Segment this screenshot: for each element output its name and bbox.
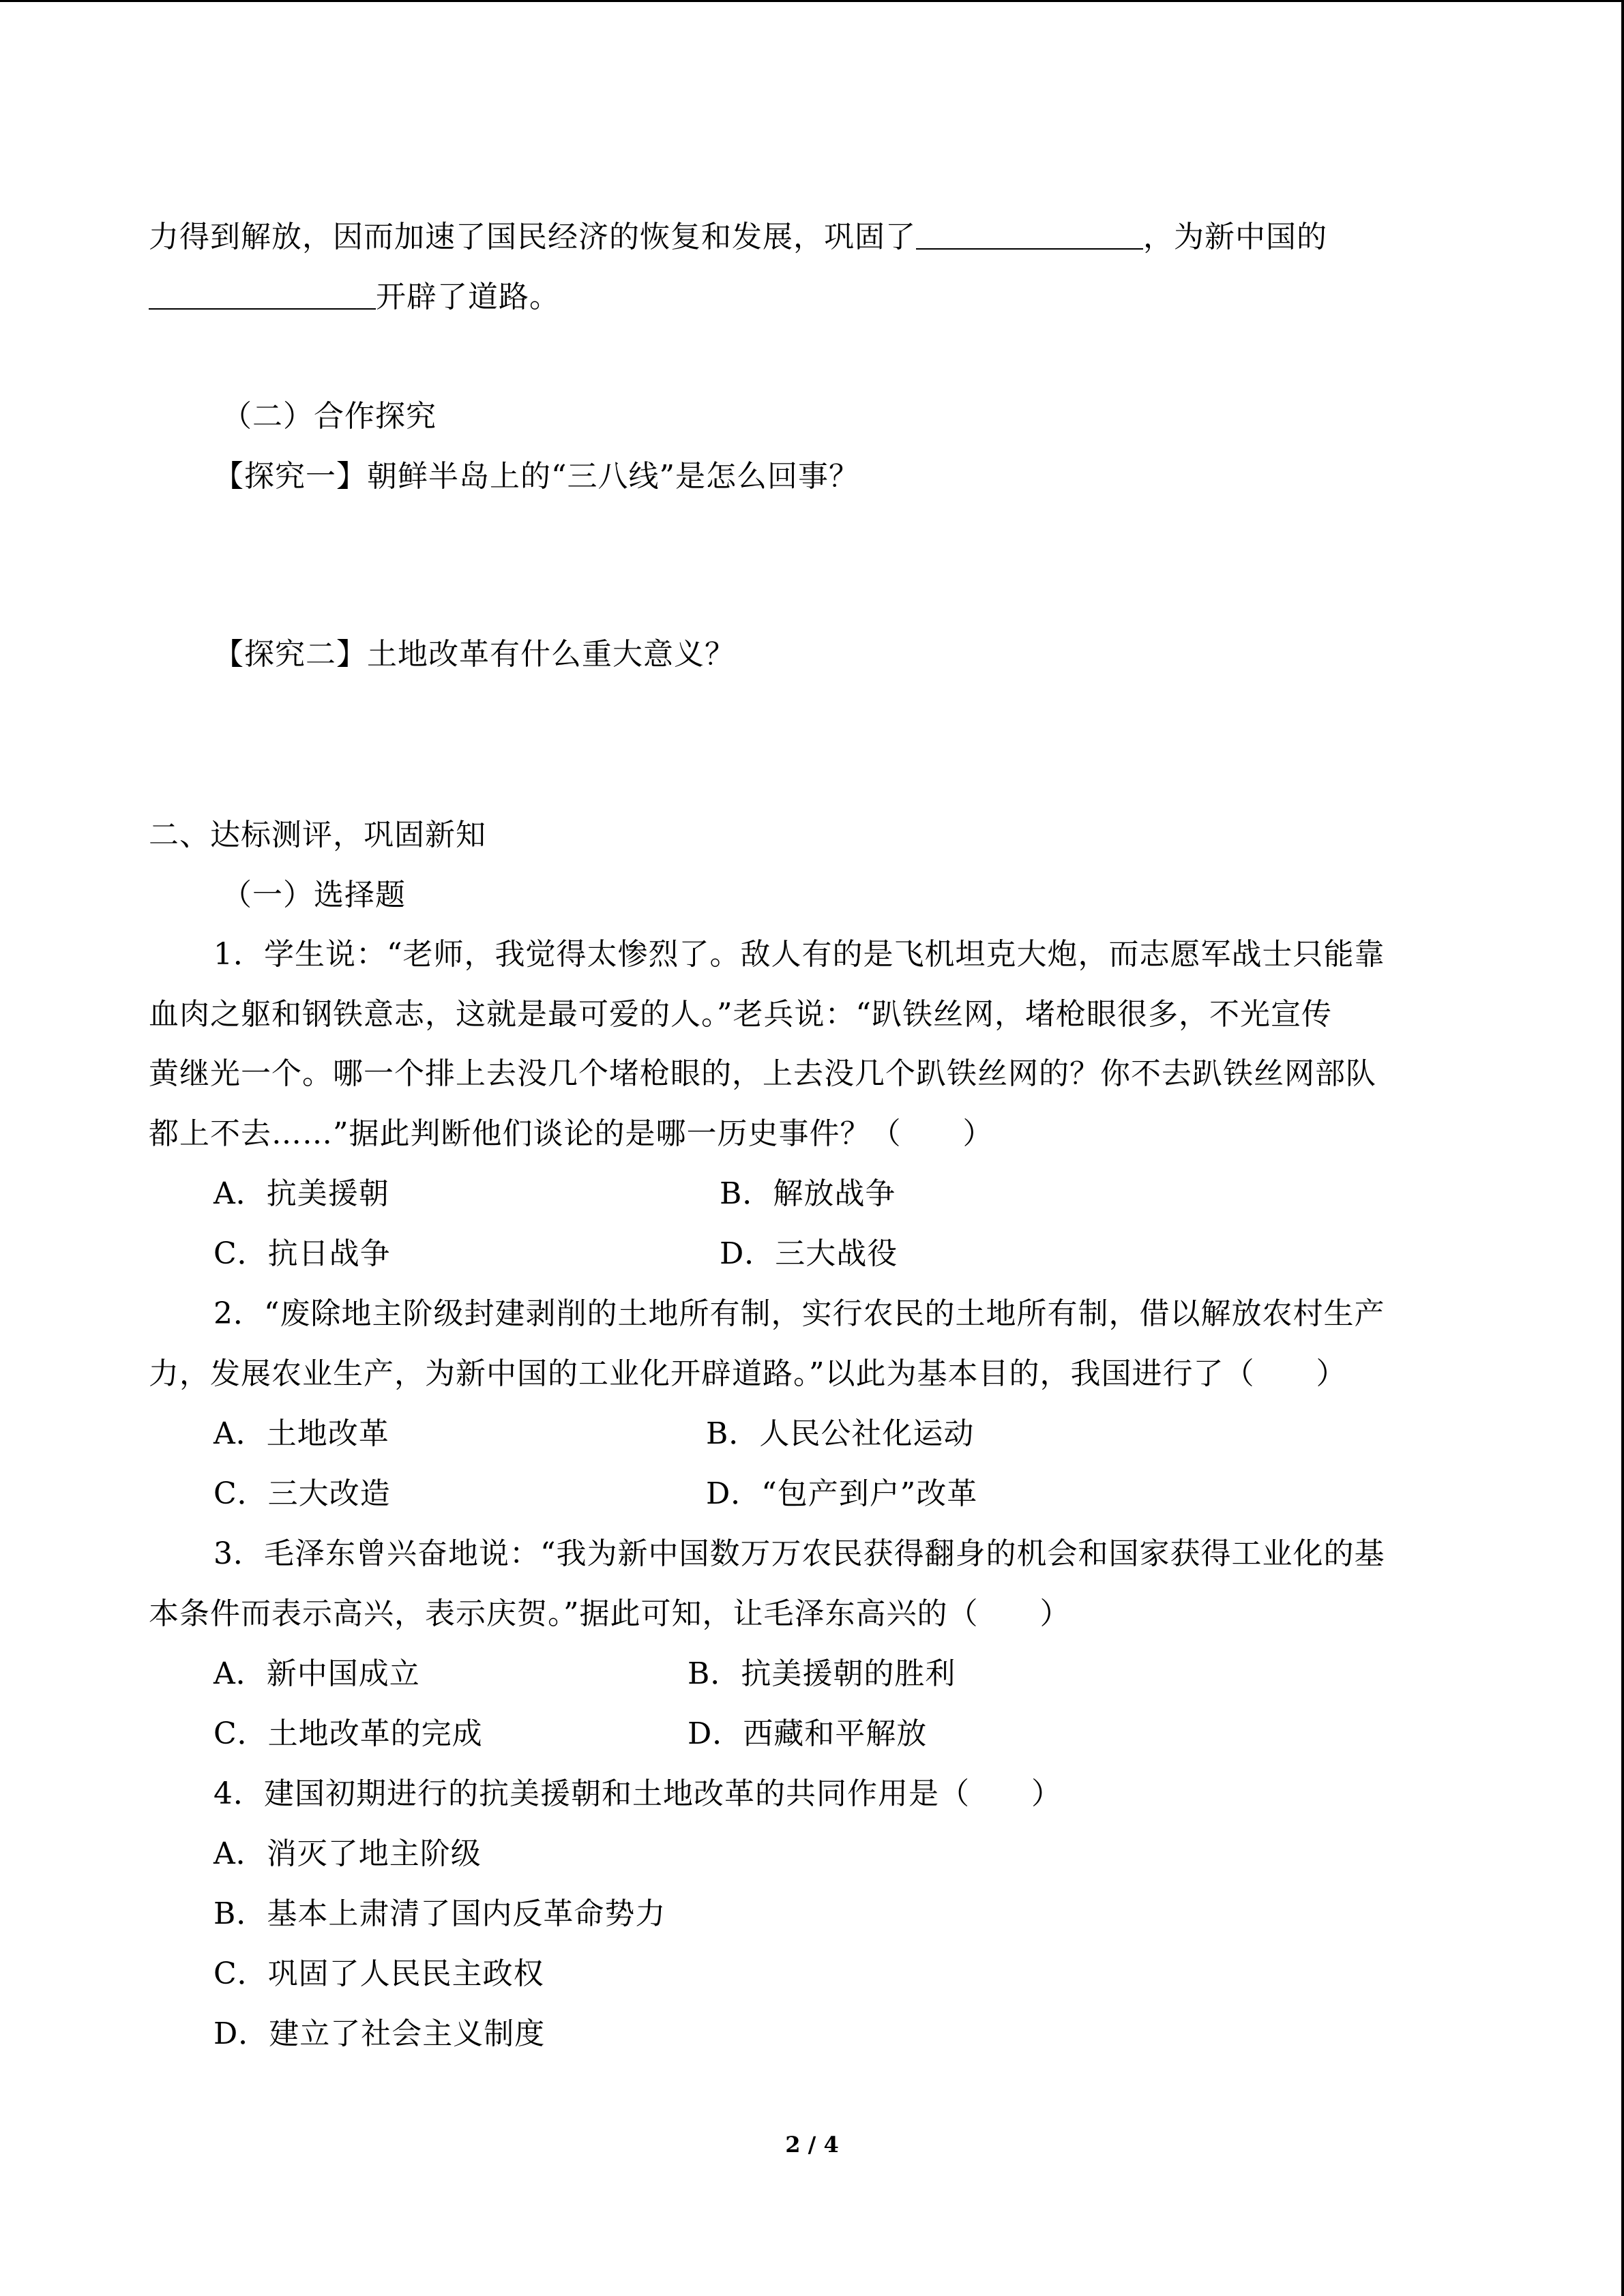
question-1-line-3: 黄继光一个。哪一个排上去没几个堵枪眼的，上去没几个趴铁丝网的？你不去趴铁丝网部队 bbox=[149, 1056, 1376, 1091]
question-3-line-1: 3．毛泽东曾兴奋地说：“我为新中国数万万农民获得翻身的机会和国家获得工业化的基 bbox=[213, 1536, 1385, 1571]
choice-section-heading: （一）选择题 bbox=[222, 878, 406, 912]
question-1-line-4: 都上不去……”据此判断他们谈论的是哪一历史事件？（ ） bbox=[149, 1116, 994, 1151]
question-2-option-a[interactable]: A．土地改革 bbox=[213, 1416, 389, 1451]
page-number: 2 / 4 bbox=[785, 2132, 839, 2158]
intro-line-1 bbox=[149, 217, 1327, 258]
page-right-border bbox=[1621, 0, 1624, 2296]
question-1-option-d[interactable]: D．三大战役 bbox=[720, 1236, 898, 1271]
question-3-line-2: 本条件而表示高兴，表示庆贺。”据此可知，让毛泽东高兴的（ ） bbox=[149, 1596, 1071, 1631]
fill-blank-2[interactable] bbox=[149, 277, 376, 310]
intro-text-1: 力得到解放，因而加速了国民经济的恢复和发展，巩固了 bbox=[149, 220, 916, 254]
question-2-option-d[interactable]: D．“包产到户”改革 bbox=[706, 1476, 978, 1511]
question-2-line-1: 2．“废除地主阶级封建剥削的土地所有制，实行农民的土地所有制，借以解放农村生产 bbox=[213, 1296, 1385, 1331]
question-3-option-a[interactable]: A．新中国成立 bbox=[213, 1656, 420, 1691]
question-1-option-a[interactable]: A．抗美援朝 bbox=[213, 1176, 389, 1211]
cooperative-heading: （二）合作探究 bbox=[222, 399, 437, 434]
question-1-line-1: 1．学生说：“老师，我觉得太惨烈了。敌人有的是飞机坦克大炮，而志愿军战士只能靠 bbox=[213, 937, 1385, 972]
question-2-option-c[interactable]: C．三大改造 bbox=[213, 1476, 391, 1511]
intro-line-2 bbox=[149, 277, 560, 318]
assessment-heading: 二、达标测评，巩固新知 bbox=[149, 818, 486, 852]
question-1-option-b[interactable]: B．解放战争 bbox=[720, 1176, 896, 1211]
question-4-option-a[interactable]: A．消灭了地主阶级 bbox=[213, 1836, 482, 1871]
question-1-option-c[interactable]: C．抗日战争 bbox=[213, 1236, 391, 1271]
question-3-option-b[interactable]: B．抗美援朝的胜利 bbox=[688, 1656, 956, 1691]
question-2-option-b[interactable]: B．人民公社化运动 bbox=[706, 1416, 975, 1451]
question-4-line-1: 4．建国初期进行的抗美援朝和土地改革的共同作用是（ ） bbox=[213, 1776, 1062, 1811]
question-2-line-2: 力，发展农业生产，为新中国的工业化开辟道路。”以此为基本目的，我国进行了（ ） bbox=[149, 1356, 1347, 1391]
question-3-option-d[interactable]: D．西藏和平解放 bbox=[688, 1716, 928, 1751]
inquiry-two: 【探究二】土地改革有什么重大意义？ bbox=[213, 637, 735, 672]
question-4-option-d[interactable]: D．建立了社会主义制度 bbox=[213, 2016, 546, 2051]
question-4-option-c[interactable]: C．巩固了人民民主政权 bbox=[213, 1956, 544, 1991]
question-1-line-2: 血肉之躯和钢铁意志，这就是最可爱的人。”老兵说：“趴铁丝网，堵枪眼很多，不光宣传 bbox=[149, 997, 1332, 1032]
question-4-option-b[interactable]: B．基本上肃清了国内反革命势力 bbox=[213, 1896, 666, 1931]
intro-text-3: 开辟了道路。 bbox=[376, 280, 560, 314]
intro-text-2: ，为新中国的 bbox=[1143, 220, 1327, 254]
fill-blank-1[interactable] bbox=[916, 217, 1143, 250]
page-top-border bbox=[0, 0, 1624, 2]
question-3-option-c[interactable]: C．土地改革的完成 bbox=[213, 1716, 483, 1751]
inquiry-one: 【探究一】朝鲜半岛上的“三八线”是怎么回事？ bbox=[213, 459, 859, 494]
